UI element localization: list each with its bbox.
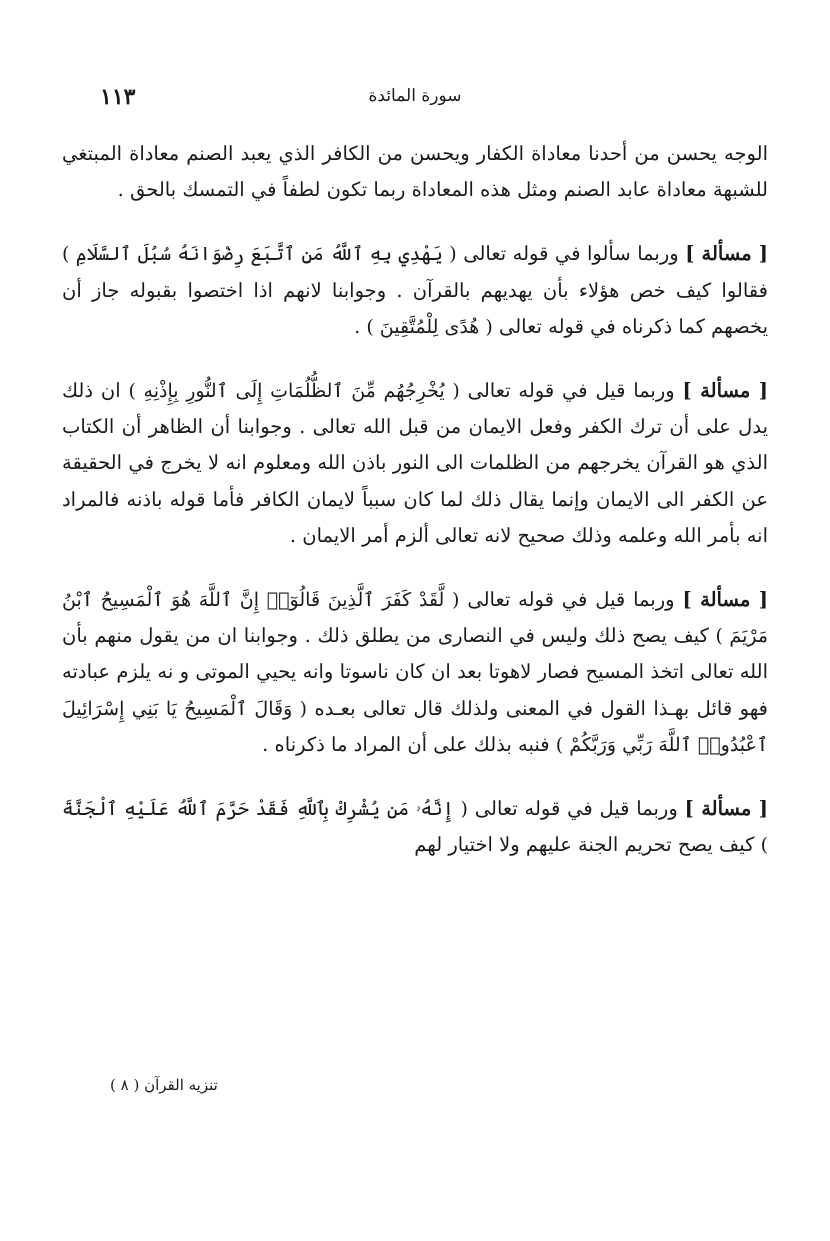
page-body <box>62 136 768 863</box>
page-footer <box>110 1076 720 1106</box>
paragraph-text: فنبه بذلك على أن المراد ما ذكرناه . <box>262 732 550 756</box>
paragraph-text: فقالوا كيف خص هؤلاء بأن يهديهم بالقرآن . وجوابنا لانهم اذا اختصوا بقبوله جاز أن يخصهم كما ذكرناه في قوله تعالى <box>62 278 768 338</box>
paragraph-masala-1 <box>62 236 768 345</box>
paragraph-text: ان ذلك يدل على أن ترك الكفر وفعل الايمان من قبل الله تعالى . وجوابنا أن الظاهر أن الكتاب الذي هو القرآن يخرجهم من الظلمات الى النور باذن الله ومعلوم انه لا يخرج في الحقيقة عن الكفر الى الايمان وإنما يقال ذلك لما كان سبباً لايمان الكافر فأما قوله باذنه فالمراد انه بأمر الله وعلمه وذلك صحيح لانه تعالى ألزم أمر الايمان . <box>62 379 768 547</box>
paragraph-masala-4 <box>62 791 768 863</box>
masala-tag: [ مسألة ] <box>685 242 768 266</box>
signature-mark: تنزيه القرآن ( ٨ ) <box>110 1076 218 1094</box>
paragraph-masala-3 <box>62 582 768 763</box>
paragraph-masala-2 <box>62 373 768 554</box>
surah-title: سورة المائدة <box>368 86 462 106</box>
page-header <box>100 84 730 114</box>
quran-quote: ( يُخْرِجُهُم مِّنَ ٱلظُّلُمَاتِ إِلَى ٱلنُّورِ بِإِذْنِهِ ) <box>128 380 460 403</box>
quran-quote: ( يَهْدِي بِهِ ٱللَّهُ مَنِ ٱتَّبَعَ رِضْوَانَهُ سُبُلَ ٱلسَّلَامِ ) <box>62 243 457 266</box>
paragraph-text: كيف يصح ذلك وليس في النصارى من يطلق ذلك . وجوابنا ان من يقول منهم بأن الله تعالى اتخذ المسيح فصار لاهوتا بعد ان كان ناسوتا وانه يحيي الموتى و نه يلزم عبادته فهو قائل بهـذا القول في المعنى ولذلك قال تعالى بعـده <box>62 624 768 720</box>
paragraph-text: وربما قيل في قوله تعالى <box>467 379 675 403</box>
masala-tag: [ مسألة ] <box>684 797 768 821</box>
paragraph-text: الوجه يحسن من أحدنا معاداة الكفار ويحسن من الكافر الذي يعبد الصنم معاداة المبتغي للشبهة معاداة عابد الصنم ومثل هذه المعاداة ربما تكون لطفاً في التمسك بالحق . <box>62 142 768 202</box>
paragraph-text: وربما قيل في قوله تعالى <box>474 797 678 821</box>
masala-tag: [ مسألة ] <box>682 588 768 612</box>
paragraph-text: وربما قيل في قوله تعالى <box>467 588 675 612</box>
quran-quote: ( وَقَالَ ٱلْمَسِيحُ يَا بَنِي إِسْرَائِيلَ ٱعْبُدُوا۟ ٱللَّهَ رَبِّي وَرَبَّكُمْ ) <box>62 697 768 756</box>
paragraph-text: كيف يصح تحريم الجنة عليهم ولا اختيار لهم <box>414 833 755 857</box>
paragraph-text: وربما سألوا في قوله تعالى <box>463 242 679 266</box>
paragraph-1 <box>62 136 768 208</box>
quran-quote: ( إِنَّهُۥ مَن يُشْرِكْ بِٱللَّهِ فَقَدْ حَرَّمَ ٱللَّهُ عَلَيْهِ ٱلْجَنَّةَ ) <box>62 798 768 857</box>
masala-tag: [ مسألة ] <box>682 379 768 403</box>
quran-quote: ( لَّقَدْ كَفَرَ ٱلَّذِينَ قَالُوٓا۟ إِنَّ ٱللَّهَ هُوَ ٱلْمَسِيحُ ٱبْنُ مَرْيَمَ ) <box>62 589 769 648</box>
page-number: ١١٣ <box>100 84 136 110</box>
quran-quote: ( هُدًى لِلْمُتَّقِينَ ) . <box>354 315 493 338</box>
